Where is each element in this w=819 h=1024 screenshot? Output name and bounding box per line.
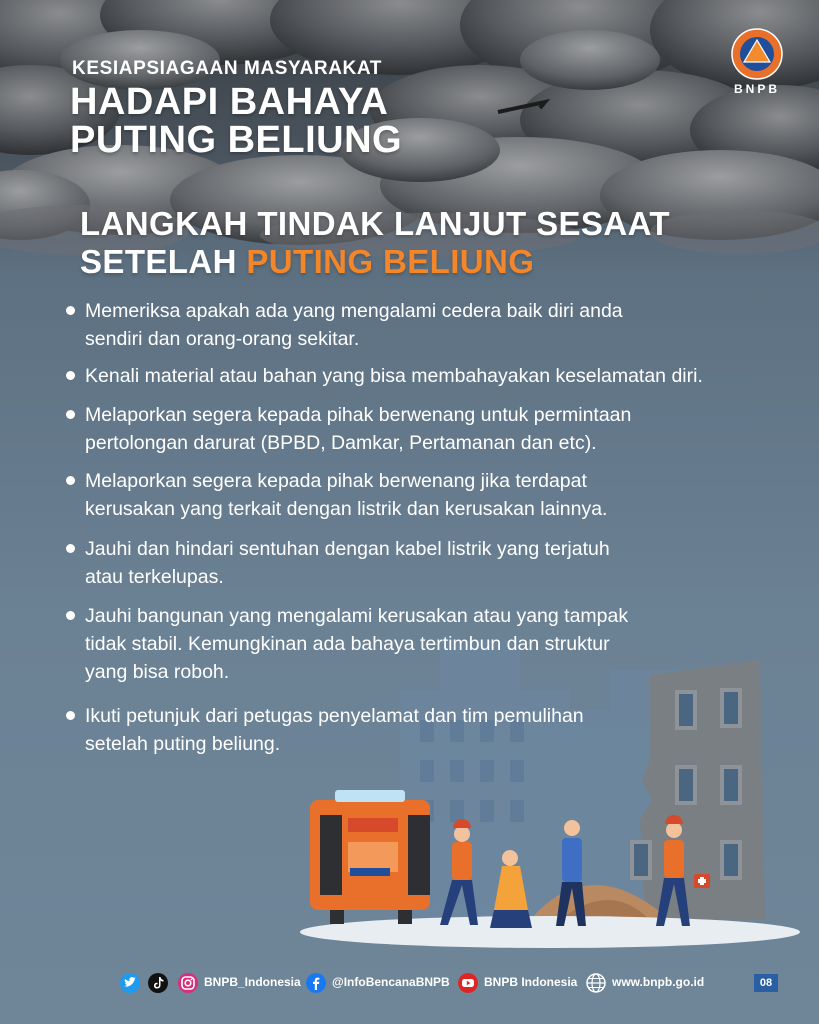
bullet-text: Melaporkan segera kepada pihak berwenang jika terdapat bbox=[85, 470, 587, 492]
website-link[interactable] bbox=[586, 966, 706, 1000]
bullet-dot bbox=[66, 711, 75, 720]
bullet-dot bbox=[66, 611, 75, 620]
page-number-badge: 08 bbox=[754, 974, 778, 992]
campaign-kicker: KESIAPSIAGAAN MASYARAKAT bbox=[72, 58, 382, 79]
youtube-icon bbox=[458, 973, 478, 993]
bullet-dot bbox=[66, 476, 75, 485]
instagram-handle: BNPB_Indonesia bbox=[204, 975, 301, 989]
section-heading-accent: PUTING BELIUNG bbox=[246, 243, 535, 280]
section-heading-prefix: SETELAH bbox=[80, 243, 247, 280]
instagram-icon bbox=[178, 973, 198, 993]
tiktok-icon bbox=[148, 973, 168, 993]
bullet-text: atau terkelupas. bbox=[85, 566, 224, 588]
bullet-text: Ikuti petunjuk dari petugas penyelamat dan tim pemulihan bbox=[85, 705, 584, 727]
facebook-icon bbox=[306, 973, 326, 993]
section-heading-line1: LANGKAH TINDAK LANJUT SESAAT bbox=[80, 205, 670, 242]
bullet-text: sendiri dan orang-orang sekitar. bbox=[85, 328, 360, 350]
bullet-text: yang bisa roboh. bbox=[85, 661, 230, 683]
bullet-text: Kenali material atau bahan yang bisa membahayakan keselamatan diri. bbox=[85, 365, 703, 387]
bullet-dot bbox=[66, 544, 75, 553]
bullet-text: Memeriksa apakah ada yang mengalami cedera baik diri anda bbox=[85, 300, 623, 322]
instagram-link[interactable] bbox=[178, 966, 301, 1000]
bullet-text: pertolongan darurat (BPBD, Damkar, Pertamanan dan etc). bbox=[85, 432, 597, 454]
youtube-channel: BNPB Indonesia bbox=[484, 975, 578, 989]
social-footer bbox=[0, 966, 819, 1000]
page-title-line1: HADAPI BAHAYA bbox=[70, 81, 389, 123]
bnpb-logo-text: BNPB bbox=[733, 82, 780, 96]
bullet-dot bbox=[66, 410, 75, 419]
bullet-text: Jauhi bangunan yang mengalami kerusakan atau yang tampak bbox=[85, 605, 629, 627]
bullet-text: kerusakan yang terkait dengan listrik dan kerusakan lainnya. bbox=[85, 498, 608, 520]
twitter-link[interactable] bbox=[120, 966, 142, 1000]
page-title-line2: PUTING BELIUNG bbox=[70, 119, 403, 161]
youtube-link[interactable] bbox=[458, 966, 578, 1000]
bullet-text: Jauhi dan hindari sentuhan dengan kabel listrik yang terjatuh bbox=[85, 538, 610, 560]
facebook-handle: @InfoBencanaBNPB bbox=[332, 975, 450, 989]
section-heading-line2 bbox=[80, 244, 534, 280]
bullet-dot bbox=[66, 306, 75, 315]
bullet-text: Melaporkan segera kepada pihak berwenang untuk permintaan bbox=[85, 404, 632, 426]
bullet-text: setelah puting beliung. bbox=[85, 733, 281, 755]
facebook-link[interactable] bbox=[306, 966, 450, 1000]
globe-icon bbox=[586, 973, 606, 993]
twitter-icon bbox=[120, 973, 140, 993]
tiktok-link[interactable] bbox=[148, 966, 170, 1000]
website-url: www.bnpb.go.id bbox=[612, 975, 705, 989]
bullet-dot bbox=[66, 371, 75, 380]
bullet-text: tidak stabil. Kemungkinan ada bahaya tertimbun dan struktur bbox=[85, 633, 610, 655]
